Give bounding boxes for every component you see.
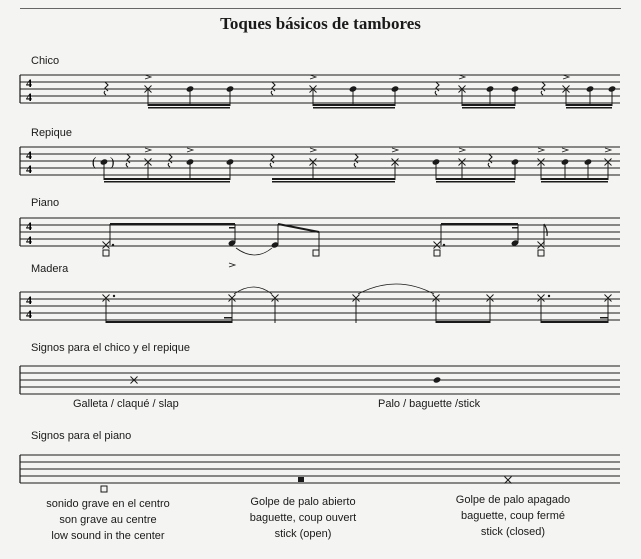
section-label-piano: Piano bbox=[31, 197, 60, 209]
notes-piano bbox=[103, 223, 548, 267]
sign-stick-closed-symbol bbox=[505, 477, 512, 484]
section-label-madera: Madera bbox=[31, 263, 69, 275]
staff-chico bbox=[20, 75, 620, 104]
caption-closed-line-3: stick (closed) bbox=[480, 526, 546, 538]
sign-stick-open-symbol bbox=[298, 477, 304, 482]
caption-low-line-1: sonido grave en el centro bbox=[46, 498, 170, 510]
section-label-chico: Chico bbox=[31, 55, 60, 67]
notes-madera bbox=[103, 284, 612, 323]
svg-text:): ) bbox=[110, 154, 115, 169]
svg-text:4: 4 bbox=[26, 148, 32, 162]
svg-text:4: 4 bbox=[26, 233, 32, 247]
sign-palo-label: Palo / baguette /stick bbox=[378, 398, 481, 410]
time-sig-top: 4 bbox=[26, 76, 32, 90]
signs-piano-heading: Signos para el piano bbox=[31, 430, 132, 442]
staff-signs-piano bbox=[20, 455, 620, 483]
signs-chico-repique-heading: Signos para el chico y el repique bbox=[31, 342, 190, 354]
staff-signs-chico-repique bbox=[20, 366, 620, 394]
caption-open-line-2: baguette, coup ouvert bbox=[249, 512, 357, 524]
svg-text:4: 4 bbox=[26, 293, 32, 307]
notes-repique bbox=[92, 148, 612, 183]
sign-low-sound-symbol bbox=[101, 486, 107, 492]
section-label-repique: Repique bbox=[31, 127, 72, 139]
caption-low-line-2: son grave au centre bbox=[59, 514, 157, 526]
caption-open-line-1: Golpe de palo abierto bbox=[250, 496, 356, 508]
svg-text:(: ( bbox=[92, 154, 97, 169]
caption-closed-line-1: Golpe de palo apagado bbox=[455, 494, 571, 506]
svg-text:4: 4 bbox=[26, 307, 32, 321]
page-title: Toques básicos de tambores bbox=[220, 14, 421, 33]
time-sig-bottom: 4 bbox=[26, 90, 32, 104]
caption-closed-line-2: baguette, coup fermé bbox=[461, 510, 565, 522]
svg-text:4: 4 bbox=[26, 219, 32, 233]
caption-low-line-3: low sound in the center bbox=[51, 530, 165, 542]
sign-palo-symbol bbox=[433, 376, 442, 384]
sign-galleta-label: Galleta / claqué / slap bbox=[73, 398, 179, 410]
caption-open-line-3: stick (open) bbox=[274, 528, 332, 540]
svg-text:4: 4 bbox=[26, 162, 32, 176]
staff-madera bbox=[20, 292, 620, 321]
